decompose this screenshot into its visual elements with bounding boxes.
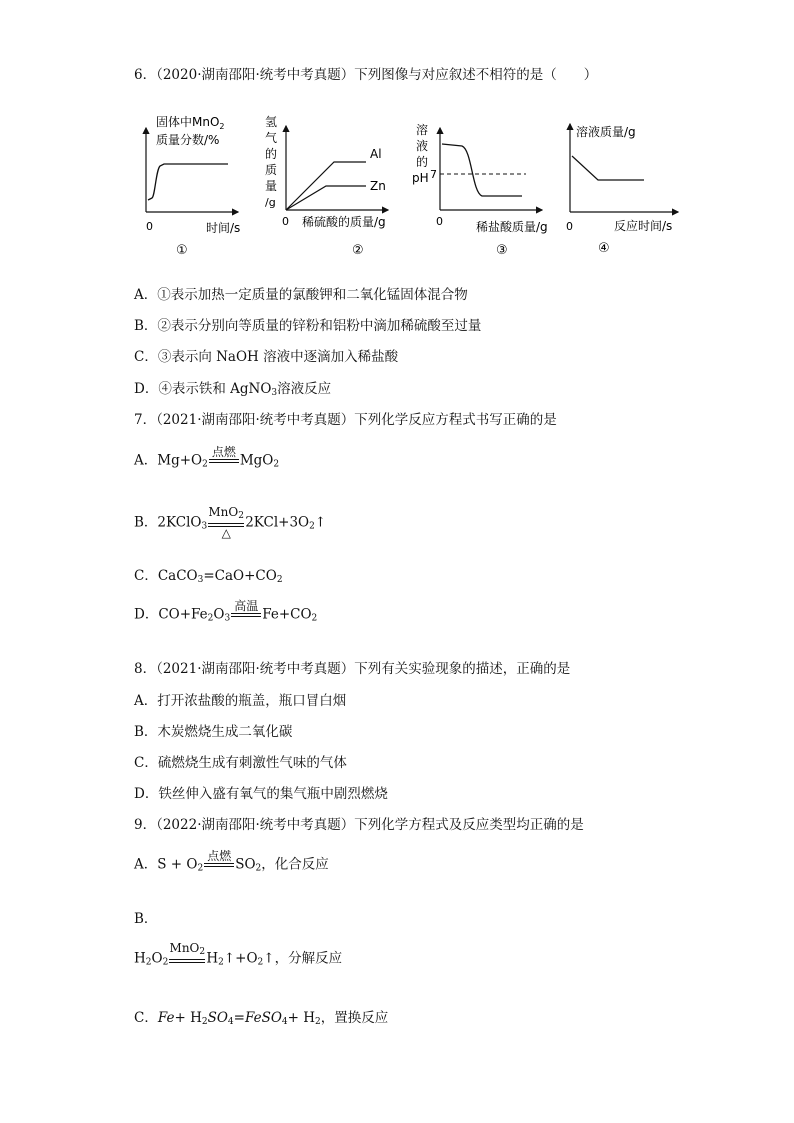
q6-option-a[interactable]: A．①表示加热一定质量的氯酸钾和二氧化锰固体混合物: [134, 287, 468, 303]
svg-text:气: 气: [265, 131, 278, 145]
chart1-ylabel2: 质量分数/%: [156, 133, 220, 147]
q7-option-a[interactable]: A．$Mg+O_2$ 点燃 MgO$_2$: [134, 445, 280, 470]
chart1-curve: [148, 164, 228, 200]
q7-option-c[interactable]: C．$CaCO_3=CaO+CO_2$: [134, 568, 283, 585]
svg-text:稀硫酸的质量/g: 稀硫酸的质量/g: [302, 215, 386, 229]
chart-4: [566, 124, 678, 256]
svg-text:反应时间/s: 反应时间/s: [614, 219, 673, 233]
svg-text:Al: Al: [370, 147, 382, 161]
chart-2: [265, 115, 388, 258]
svg-text:溶液质量/g: 溶液质量/g: [576, 125, 636, 139]
svg-text:的: 的: [416, 155, 429, 169]
chart-1: [146, 114, 240, 258]
q7-option-d[interactable]: D．$CO+Fe_2O_3$ 高温 $Fe+CO_2$: [134, 599, 318, 624]
q8-option-c[interactable]: C．硫燃烧生成有刺激性气味的气体: [134, 755, 347, 771]
chart-3: [412, 122, 548, 258]
q6-option-d[interactable]: D．④表示铁和 AgNO$_3$溶液反应: [134, 381, 332, 398]
q6-option-b[interactable]: B．②表示分别向等质量的锌粉和铝粉中滴加稀硫酸至过量: [134, 318, 482, 334]
svg-text:7: 7: [430, 168, 437, 181]
svg-text:稀盐酸质量/g: 稀盐酸质量/g: [476, 220, 548, 234]
q9-option-a[interactable]: A．$S + O_2$ 点燃 $SO_2$，化合反应: [134, 849, 329, 874]
q9-option-b[interactable]: $H_2O_2$ MnO$_2$ $H_2↑+O_2↑$，分解反应: [134, 941, 343, 968]
svg-text:0: 0: [146, 220, 153, 233]
q6-charts: [130, 110, 690, 260]
svg-text:0: 0: [282, 215, 289, 228]
q9-stem: 9．（2022·湖南邵阳·统考中考真题）下列化学方程式及反应类型均正确的是: [134, 817, 584, 833]
svg-text:/g: /g: [265, 196, 276, 209]
svg-text:④: ④: [598, 241, 610, 256]
q7-option-b[interactable]: B．2KClO$_3$ MnO$_2$ △ $2KCl+3O_2↑$: [134, 505, 327, 540]
q6-option-c[interactable]: C．③表示向 NaOH 溶液中逐滴加入稀盐酸: [134, 349, 399, 365]
chart1-ylabel1: 固体中MnO$_2$: [156, 115, 225, 131]
svg-text:②: ②: [352, 243, 364, 258]
svg-text:时间/s: 时间/s: [206, 221, 241, 235]
q9-option-b-label[interactable]: B．: [134, 911, 158, 927]
svg-text:0: 0: [566, 220, 573, 233]
q8-option-d[interactable]: D．铁丝伸入盛有氧气的集气瓶中剧烈燃烧: [134, 786, 388, 802]
svg-text:质: 质: [265, 163, 278, 177]
svg-text:0: 0: [436, 215, 443, 228]
chart3-curve: [442, 144, 522, 196]
svg-text:氢: 氢: [265, 115, 278, 129]
q6-stem: 6．（2020·湖南邵阳·统考中考真题）下列图像与对应叙述不相符的是（ ）: [134, 67, 598, 83]
svg-text:Zn: Zn: [370, 179, 386, 193]
q8-option-a[interactable]: A．打开浓盐酸的瓶盖，瓶口冒白烟: [134, 693, 347, 709]
q9-option-c[interactable]: C．$Fe+ H_2SO_4=FeSO_4+ H_2$，置换反应: [134, 1010, 389, 1027]
svg-text:液: 液: [416, 139, 429, 153]
q7-stem: 7．（2021·湖南邵阳·统考中考真题）下列化学反应方程式书写正确的是: [134, 412, 557, 428]
q8-option-b[interactable]: B．木炭燃烧生成二氧化碳: [134, 724, 293, 740]
svg-text:pH: pH: [412, 171, 429, 185]
chart4-line: [572, 156, 644, 180]
svg-text:①: ①: [176, 243, 188, 258]
svg-text:溶: 溶: [416, 123, 429, 137]
q8-stem: 8．（2021·湖南邵阳·统考中考真题）下列有关实验现象的描述，正确的是: [134, 661, 571, 677]
svg-text:的: 的: [265, 147, 278, 161]
svg-text:量: 量: [265, 179, 278, 193]
svg-text:③: ③: [496, 243, 508, 258]
